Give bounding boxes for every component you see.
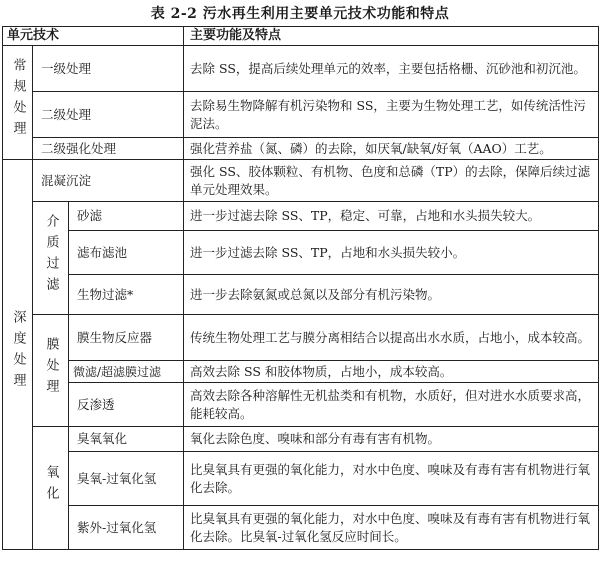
tech-desc: 比臭氧具有更强的氧化能力，对水中色度、嗅味及有毒有害有机物进行氧化去除。比臭氧-过氧化氢反应时间长。 (184, 506, 599, 550)
table-row (3, 231, 599, 275)
tech-name: 微滤/超滤膜过滤 (69, 361, 184, 383)
tech-name: 臭氧氧化 (69, 427, 184, 452)
tech-desc: 进一步过滤去除 SS、TP，占地和水头损失较小。 (184, 231, 599, 275)
tech-desc: 强化 SS、胶体颗粒、有机物、色度和总磷（TP）的去除，保障后续过滤单元处理效果。 (184, 160, 599, 202)
header-function: 主要功能及特点 (184, 27, 599, 46)
header-row (3, 27, 599, 46)
tech-desc: 氧化去除色度、嗅味和部分有毒有害有机物。 (184, 427, 599, 452)
tech-desc: 去除 SS，提高后续处理单元的效率，主要包括格栅、沉砂池和初沉池。 (184, 46, 599, 92)
table-row (3, 506, 599, 550)
table-row (3, 138, 599, 160)
tech-desc: 进一步过滤去除 SS、TP，稳定、可靠，占地和水头损失较大。 (184, 202, 599, 231)
subcategory-filtration: 介质过滤 (33, 202, 69, 315)
table-row (3, 361, 599, 383)
table-row (3, 92, 599, 138)
category-conventional: 常规处理 (3, 46, 33, 160)
table-row (3, 202, 599, 231)
table-row (3, 383, 599, 427)
tech-name: 二级处理 (33, 92, 184, 138)
table-row (3, 452, 599, 506)
tech-desc: 进一步去除氨氮或总氮以及部分有机污染物。 (184, 275, 599, 315)
subcategory-oxidation: 氧化 (33, 427, 69, 550)
tech-desc: 比臭氧具有更强的氧化能力，对水中色度、嗅味及有毒有害有机物进行氧化去除。 (184, 452, 599, 506)
category-advanced: 深度处理 (3, 160, 33, 550)
tech-name: 臭氧-过氧化氢 (69, 452, 184, 506)
tech-desc: 强化营养盐（氮、磷）的去除，如厌氧/缺氧/好氧（AAO）工艺。 (184, 138, 599, 160)
table-title: 表 2-2 污水再生利用主要单元技术功能和特点 (150, 6, 450, 22)
tech-desc: 高效去除各种溶解性无机盐类和有机物，水质好，但对进水水质要求高，能耗较高。 (184, 383, 599, 427)
tech-name: 一级处理 (33, 46, 184, 92)
tech-name: 二级强化处理 (33, 138, 184, 160)
table-row (3, 315, 599, 361)
tech-name: 膜生物反应器 (69, 315, 184, 361)
table-row (3, 46, 599, 92)
table-row (3, 275, 599, 315)
tech-desc: 传统生物处理工艺与膜分离相结合以提高出水水质，占地小，成本较高。 (184, 315, 599, 361)
table-row (3, 427, 599, 452)
table-row (3, 160, 599, 202)
tech-desc: 高效去除 SS 和胶体物质，占地小，成本较高。 (184, 361, 599, 383)
tech-name: 滤布滤池 (69, 231, 184, 275)
tech-name: 混凝沉淀 (33, 160, 184, 202)
tech-desc: 去除易生物降解有机污染物和 SS，主要为生物处理工艺，如传统活性污泥法。 (184, 92, 599, 138)
header-unit-tech: 单元技术 (3, 27, 184, 46)
tech-name: 砂滤 (69, 202, 184, 231)
tech-name: 紫外-过氧化氢 (69, 506, 184, 550)
tech-name: 反渗透 (69, 383, 184, 427)
subcategory-membrane: 膜处理 (33, 315, 69, 427)
technology-table (2, 26, 599, 550)
tech-name: 生物过滤* (69, 275, 184, 315)
